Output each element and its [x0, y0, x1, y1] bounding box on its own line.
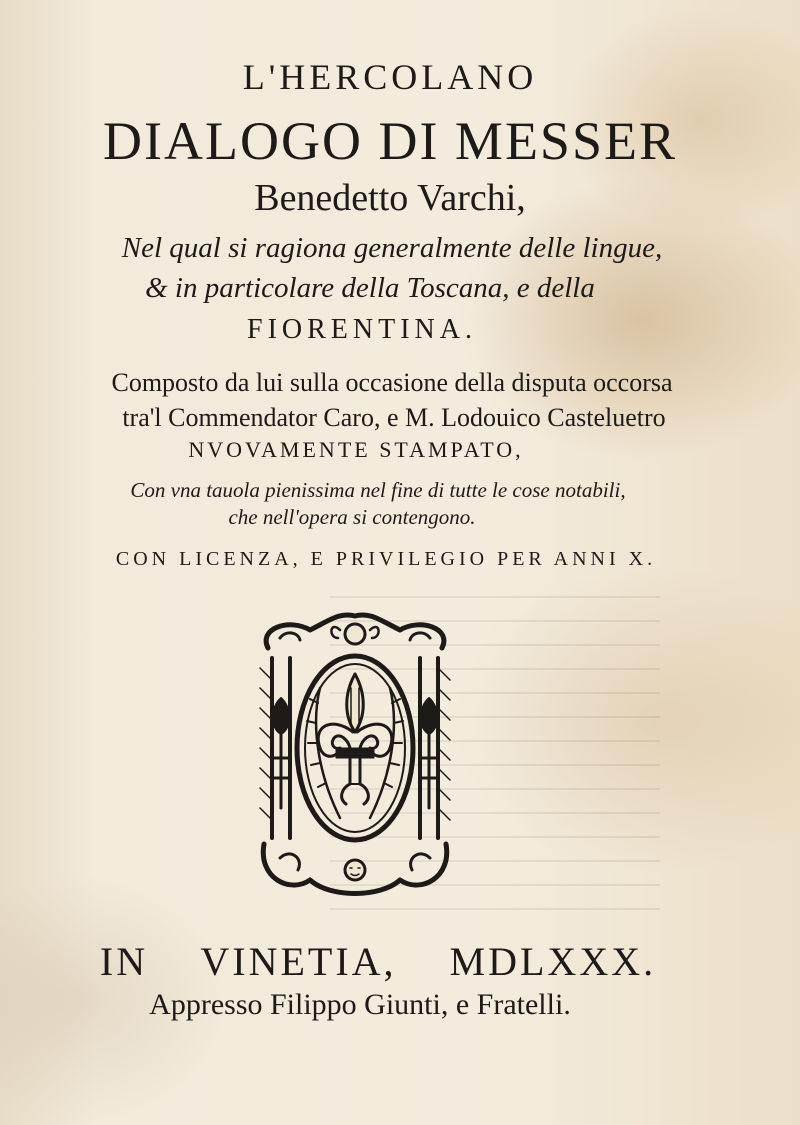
body-line-2: tra'l Commendator Caro, e M. Lodouico Casteluetro	[122, 403, 666, 432]
license-line: CON LICENZA, E PRIVILEGIO PER ANNI X.	[115, 548, 657, 570]
imprint-place-date: IN VINETIA, MDLXXX.	[99, 939, 657, 984]
body-line-1: Composto da lui sulla occasione della disputa occorsa	[111, 368, 673, 397]
note-line-1: Con vna tauola pienissima nel fine di tutte le cose notabili,	[130, 478, 626, 502]
fleur-de-lis-crest-icon	[250, 608, 460, 906]
subtitle-line-3: FIORENTINA.	[247, 314, 477, 345]
note-line-2: che nell'opera si contengono.	[228, 505, 476, 529]
subtitle-line-2: & in particolare della Toscana, e della	[145, 272, 595, 304]
subtitle-line-1: Nel qual si ragiona generalmente delle lingue,	[121, 232, 663, 264]
title-line-2: DIALOGO DI MESSER	[103, 111, 677, 171]
title-line-1: L'HERCOLANO	[242, 57, 538, 97]
author-line: Benedetto Varchi,	[254, 177, 526, 219]
body-line-3: NVOVAMENTE STAMPATO,	[188, 437, 524, 462]
imprint-printer: Appresso Filippo Giunti, e Fratelli.	[149, 988, 571, 1021]
